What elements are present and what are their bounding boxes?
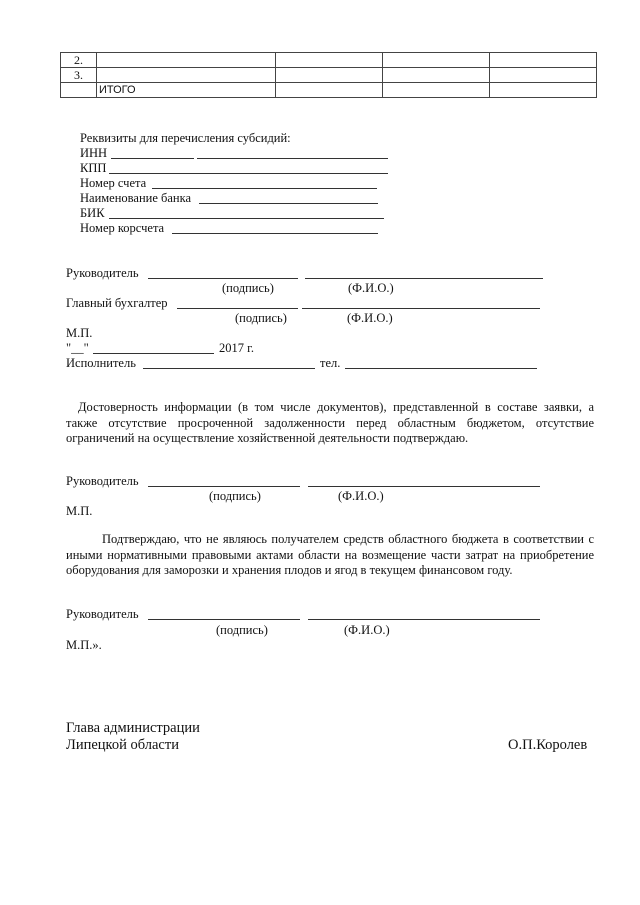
date-month-line bbox=[93, 353, 214, 354]
row-number: 3. bbox=[61, 68, 97, 83]
bank-label: Наименование банка bbox=[80, 191, 192, 205]
stamp-label: М.П. bbox=[66, 326, 93, 340]
date-day: "__" bbox=[66, 341, 89, 355]
phone-line bbox=[345, 368, 537, 369]
inn-label: ИНН bbox=[80, 146, 108, 160]
chief-accountant-label: Главный бухгалтер bbox=[66, 296, 168, 310]
signature-hint: (подпись) bbox=[216, 623, 268, 637]
table-cell bbox=[383, 68, 490, 83]
table-cell bbox=[275, 83, 383, 98]
footer-title-line1: Глава администрации bbox=[66, 720, 200, 736]
head-label: Руководитель bbox=[66, 266, 139, 280]
head-label: Руководитель bbox=[66, 607, 139, 621]
inn-blank-2 bbox=[197, 158, 388, 159]
stamp-label: М.П.». bbox=[66, 638, 102, 652]
reliability-paragraph: Достоверность информации (в том числе документов), представленной в составе заявки, а также отсутствие просроченной задолженности перед областным бюджетом, отсутствие ограничений на осуществление хозяйственной деятельности подтверждаю. bbox=[66, 400, 594, 445]
signature-hint: (подпись) bbox=[235, 311, 287, 325]
table-cell bbox=[490, 53, 597, 68]
phone-label: тел. bbox=[320, 356, 341, 370]
fio-hint: (Ф.И.О.) bbox=[338, 489, 384, 503]
table-row bbox=[61, 68, 597, 83]
head-signature-line bbox=[148, 278, 298, 279]
bank-blank bbox=[199, 203, 378, 204]
row-number bbox=[61, 83, 97, 98]
confirm-paragraph: Подтверждаю, что не являюсь получателем средств областного бюджета в соответствии с иными нормативными правовыми актами области на возмещение части затрат на приобретение оборудования для заморозки и хранения плодов и ягод в текущем финансовом году. bbox=[66, 532, 594, 577]
head-signature-line bbox=[148, 486, 300, 487]
row-name bbox=[96, 53, 275, 68]
table-row bbox=[61, 53, 597, 68]
date-year: 2017 г. bbox=[219, 341, 254, 355]
signature-hint: (подпись) bbox=[222, 281, 274, 295]
subsidy-table bbox=[60, 52, 597, 98]
table-cell bbox=[490, 68, 597, 83]
stamp-label: М.П. bbox=[66, 504, 93, 518]
kpp-label: КПП bbox=[80, 161, 107, 175]
head-fio-line bbox=[308, 486, 540, 487]
executor-label: Исполнитель bbox=[66, 356, 136, 370]
head-signature-line bbox=[148, 619, 300, 620]
account-label: Номер счета bbox=[80, 176, 147, 190]
corr-account-label: Номер корсчета bbox=[80, 221, 165, 235]
chief-accountant-signature-line bbox=[177, 308, 298, 309]
head-fio-line bbox=[308, 619, 540, 620]
account-blank bbox=[152, 188, 377, 189]
bik-blank bbox=[109, 218, 384, 219]
table-cell bbox=[383, 53, 490, 68]
table-row-total bbox=[61, 83, 597, 98]
signature-hint: (подпись) bbox=[209, 489, 261, 503]
head-label: Руководитель bbox=[66, 474, 139, 488]
executor-line bbox=[143, 368, 315, 369]
table-cell bbox=[275, 53, 383, 68]
kpp-blank bbox=[109, 173, 388, 174]
row-number: 2. bbox=[61, 53, 97, 68]
corr-account-blank bbox=[172, 233, 378, 234]
chief-accountant-fio-line bbox=[302, 308, 540, 309]
row-name bbox=[96, 68, 275, 83]
footer-name: О.П.Королев bbox=[508, 737, 588, 753]
footer-title-line2: Липецкой области bbox=[66, 737, 179, 753]
bik-label: БИК bbox=[80, 206, 105, 220]
head-fio-line bbox=[305, 278, 543, 279]
table-cell bbox=[383, 83, 490, 98]
total-label: ИТОГО bbox=[96, 83, 275, 98]
table-cell bbox=[275, 68, 383, 83]
fio-hint: (Ф.И.О.) bbox=[348, 281, 394, 295]
fio-hint: (Ф.И.О.) bbox=[344, 623, 390, 637]
requisites-heading: Реквизиты для перечисления субсидий: bbox=[80, 131, 291, 145]
fio-hint: (Ф.И.О.) bbox=[347, 311, 393, 325]
inn-blank-1 bbox=[111, 158, 194, 159]
table-cell bbox=[490, 83, 597, 98]
